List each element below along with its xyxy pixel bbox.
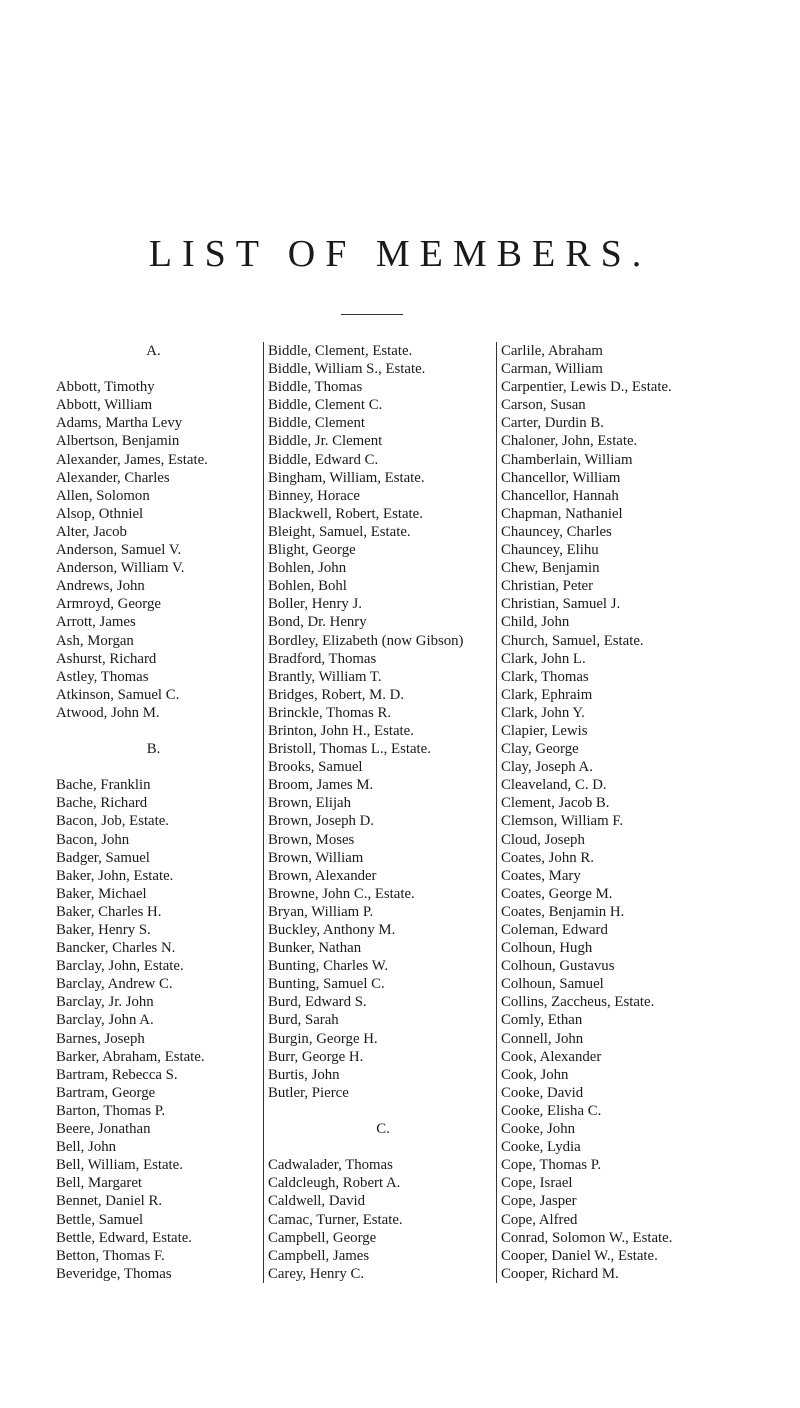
member-entry: Biddle, William S., Estate.	[268, 361, 426, 378]
member-entry: Barclay, John A.	[56, 1012, 154, 1029]
member-entry: Beveridge, Thomas	[56, 1265, 172, 1282]
member-entry: Caldwell, David	[268, 1193, 365, 1210]
member-entry: Biddle, Edward C.	[268, 451, 379, 468]
member-entry: Clark, Thomas	[501, 668, 589, 685]
column-b	[263, 342, 498, 1283]
member-entry: Bancker, Charles N.	[56, 940, 176, 957]
member-entry: Barnes, Joseph	[56, 1030, 145, 1047]
member-entry: Brinckle, Thomas R.	[268, 704, 392, 721]
member-entry: Browne, John C., Estate.	[268, 885, 415, 902]
member-entry: Burtis, John	[268, 1066, 340, 1083]
member-entry: Cooper, Richard M.	[501, 1265, 619, 1282]
member-entry: Colhoun, Hugh	[501, 940, 593, 957]
member-entry: Blackwell, Robert, Estate.	[268, 505, 423, 522]
member-entry: Atwood, John M.	[56, 704, 160, 721]
member-entry: Bell, Margaret	[56, 1175, 143, 1192]
member-entry: Betton, Thomas F.	[56, 1247, 165, 1264]
member-entry: Barclay, John, Estate.	[56, 958, 184, 975]
member-entry: Cook, Alexander	[501, 1048, 602, 1065]
member-entry: Carlile, Abraham	[501, 343, 603, 359]
member-entry: Conrad, Solomon W., Estate.	[501, 1229, 673, 1246]
member-entry: Bacon, Job, Estate.	[56, 813, 170, 830]
member-entry: Astley, Thomas	[56, 668, 149, 685]
member-list-b	[56, 776, 251, 1283]
member-entry: Carey, Henry C.	[268, 1265, 365, 1282]
member-entry: Coates, Mary	[501, 867, 581, 884]
member-entry: Burr, George H.	[268, 1048, 364, 1065]
member-entry: Caldcleugh, Robert A.	[268, 1175, 401, 1192]
member-entry: Alter, Jacob	[56, 523, 127, 540]
column-c	[496, 342, 800, 1283]
member-entry: Cope, Israel	[501, 1175, 573, 1192]
member-entry: Chancellor, William	[501, 469, 621, 486]
member-entry: Alexander, James, Estate.	[56, 451, 208, 468]
member-entry: Bleight, Samuel, Estate.	[268, 523, 411, 540]
spacer	[268, 1102, 498, 1120]
member-entry: Cooke, Elisha C.	[501, 1102, 602, 1119]
member-entry: Buckley, Anthony M.	[268, 922, 396, 938]
member-entry: Clapier, Lewis	[501, 722, 588, 739]
member-entry: Comly, Ethan	[501, 1012, 583, 1029]
member-entry: Atkinson, Samuel C.	[56, 686, 180, 703]
member-entry: Biddle, Thomas	[268, 379, 363, 396]
member-entry: Coates, Benjamin H.	[501, 903, 625, 920]
member-entry: Bristoll, Thomas L., Estate.	[268, 741, 431, 758]
member-entry: Bell, William, Estate.	[56, 1157, 183, 1174]
member-entry: Cooke, Lydia	[501, 1139, 581, 1156]
member-entry: Allen, Solomon	[56, 487, 150, 504]
member-entry: Clemson, William F.	[501, 813, 624, 830]
member-entry: Anderson, Samuel V.	[56, 542, 182, 559]
member-list-c	[268, 1156, 498, 1283]
member-entry: Adams, Martha Levy	[56, 415, 183, 432]
member-entry: Boller, Henry J.	[268, 596, 362, 613]
member-entry: Cooke, John	[501, 1121, 575, 1138]
member-entry: Cloud, Joseph	[501, 831, 585, 848]
member-entry: Barclay, Jr. John	[56, 994, 154, 1011]
member-entry: Bradford, Thomas	[268, 650, 377, 667]
member-entry: Cope, Thomas P.	[501, 1157, 602, 1174]
member-entry: Collins, Zaccheus, Estate.	[501, 994, 655, 1011]
member-entry: Cooke, David	[501, 1084, 584, 1101]
member-entry: Anderson, William V.	[56, 560, 185, 577]
member-entry: Bache, Richard	[56, 795, 148, 812]
member-entry: Armroyd, George	[56, 596, 161, 613]
spacer	[56, 722, 251, 740]
member-entry: Cleaveland, C. D.	[501, 777, 607, 794]
member-entry: Coates, George M.	[501, 885, 613, 902]
member-entry: Baker, Henry S.	[56, 922, 151, 938]
member-entry: Burd, Sarah	[268, 1012, 339, 1029]
member-entry: Christian, Peter	[501, 578, 594, 595]
member-list-a	[56, 378, 251, 722]
member-entry: Biddle, Jr. Clement	[268, 433, 383, 450]
member-entry: Bell, John	[56, 1139, 117, 1156]
member-entry: Camac, Turner, Estate.	[268, 1211, 403, 1228]
member-entry: Alexander, Charles	[56, 469, 170, 486]
member-list-c-continued	[501, 342, 800, 1283]
member-entry: Bartram, George	[56, 1084, 156, 1101]
member-entry: Ashurst, Richard	[56, 650, 157, 667]
member-entry: Chaloner, John, Estate.	[501, 433, 638, 450]
member-entry: Butler, Pierce	[268, 1084, 349, 1101]
member-entry: Brown, Elijah	[268, 795, 352, 812]
member-entry: Biddle, Clement C.	[268, 397, 383, 414]
member-entry: Carson, Susan	[501, 397, 586, 414]
spacer	[56, 360, 251, 378]
section-heading-b: B.	[146, 741, 161, 758]
member-entry: Bache, Franklin	[56, 777, 151, 794]
member-list-b-continued	[268, 342, 498, 1102]
member-entry: Baker, Charles H.	[56, 903, 162, 920]
member-entry: Barton, Thomas P.	[56, 1102, 166, 1119]
member-entry: Brown, Joseph D.	[268, 813, 375, 830]
member-entry: Cope, Jasper	[501, 1193, 577, 1210]
spacer	[56, 758, 251, 776]
member-entry: Binney, Horace	[268, 487, 360, 504]
member-entry: Abbott, William	[56, 397, 153, 414]
member-entry: Connell, John	[501, 1030, 584, 1047]
member-entry: Clark, John L.	[501, 650, 586, 667]
member-entry: Brinton, John H., Estate.	[268, 722, 414, 739]
member-entry: Bond, Dr. Henry	[268, 614, 367, 631]
member-entry: Bunting, Charles W.	[268, 958, 389, 975]
member-entry: Campbell, James	[268, 1247, 370, 1264]
member-entry: Cook, John	[501, 1066, 569, 1083]
member-entry: Clement, Jacob B.	[501, 795, 610, 812]
member-entry: Blight, George	[268, 542, 356, 559]
member-entry: Burgin, George H.	[268, 1030, 378, 1047]
member-entry: Beere, Jonathan	[56, 1121, 151, 1138]
member-entry: Clark, Ephraim	[501, 686, 593, 703]
member-entry: Albertson, Benjamin	[56, 433, 180, 450]
member-entry: Clay, George	[501, 741, 579, 758]
member-entry: Child, John	[501, 614, 570, 631]
section-heading-c: C.	[376, 1121, 390, 1138]
member-entry: Christian, Samuel J.	[501, 596, 621, 613]
member-entry: Bingham, William, Estate.	[268, 469, 425, 486]
member-entry: Chamberlain, William	[501, 451, 633, 468]
member-entry: Bennet, Daniel R.	[56, 1193, 163, 1210]
member-entry: Bettle, Edward, Estate.	[56, 1229, 193, 1246]
member-entry: Brown, William	[268, 849, 364, 866]
member-entry: Bettle, Samuel	[56, 1211, 144, 1228]
member-entry: Carpentier, Lewis D., Estate.	[501, 379, 672, 396]
member-entry: Barclay, Andrew C.	[56, 976, 173, 993]
member-entry: Broom, James M.	[268, 777, 374, 794]
member-entry: Ash, Morgan	[56, 632, 134, 649]
page-title: LIST OF MEMBERS.	[148, 233, 652, 275]
member-entry: Colhoun, Gustavus	[501, 958, 615, 975]
member-entry: Biddle, Clement	[268, 415, 365, 432]
member-entry: Coleman, Edward	[501, 922, 608, 938]
member-entry: Abbott, Timothy	[56, 379, 155, 396]
member-entry: Carman, William	[501, 361, 603, 378]
member-entry: Church, Samuel, Estate.	[501, 632, 644, 649]
member-entry: Cadwalader, Thomas	[268, 1157, 393, 1174]
member-entry: Andrews, John	[56, 578, 145, 595]
member-entry: Bohlen, Bohl	[268, 578, 347, 595]
member-entry: Campbell, George	[268, 1229, 377, 1246]
member-entry: Colhoun, Samuel	[501, 976, 604, 993]
member-entry: Alsop, Othniel	[56, 505, 144, 522]
member-entry: Chapman, Nathaniel	[501, 505, 623, 522]
member-entry: Chew, Benjamin	[501, 560, 600, 577]
member-entry: Baker, Michael	[56, 885, 147, 902]
member-entry: Brooks, Samuel	[268, 759, 363, 776]
column-a	[56, 342, 251, 1283]
member-entry: Burd, Edward S.	[268, 994, 367, 1011]
member-entry: Brown, Moses	[268, 831, 355, 848]
member-entry: Bordley, Elizabeth (now Gibson)	[268, 632, 464, 649]
member-entry: Carter, Durdin B.	[501, 415, 604, 432]
section-heading-a: A.	[146, 343, 161, 359]
member-entry: Cooper, Daniel W., Estate.	[501, 1247, 658, 1264]
member-entry: Cope, Alfred	[501, 1211, 578, 1228]
member-entry: Clay, Joseph A.	[501, 759, 593, 776]
member-entry: Bohlen, John	[268, 560, 347, 577]
member-entry: Brantly, William T.	[268, 668, 382, 685]
member-entry: Coates, John R.	[501, 849, 594, 866]
member-entry: Chancellor, Hannah	[501, 487, 619, 504]
member-entry: Chauncey, Charles	[501, 523, 612, 540]
member-entry: Bartram, Rebecca S.	[56, 1066, 178, 1083]
spacer	[268, 1138, 498, 1156]
member-entry: Bunting, Samuel C.	[268, 976, 385, 993]
member-entry: Bacon, John	[56, 831, 130, 848]
member-entry: Chauncey, Elihu	[501, 542, 599, 559]
member-entry: Clark, John Y.	[501, 704, 585, 721]
member-entry: Biddle, Clement, Estate.	[268, 343, 413, 359]
title-rule	[341, 314, 403, 315]
member-entry: Bunker, Nathan	[268, 940, 362, 957]
member-entry: Brown, Alexander	[268, 867, 377, 884]
member-entry: Bryan, William P.	[268, 903, 374, 920]
member-entry: Arrott, James	[56, 614, 136, 631]
member-entry: Barker, Abraham, Estate.	[56, 1048, 205, 1065]
member-entry: Bridges, Robert, M. D.	[268, 686, 405, 703]
member-entry: Badger, Samuel	[56, 849, 150, 866]
member-entry: Baker, John, Estate.	[56, 867, 174, 884]
